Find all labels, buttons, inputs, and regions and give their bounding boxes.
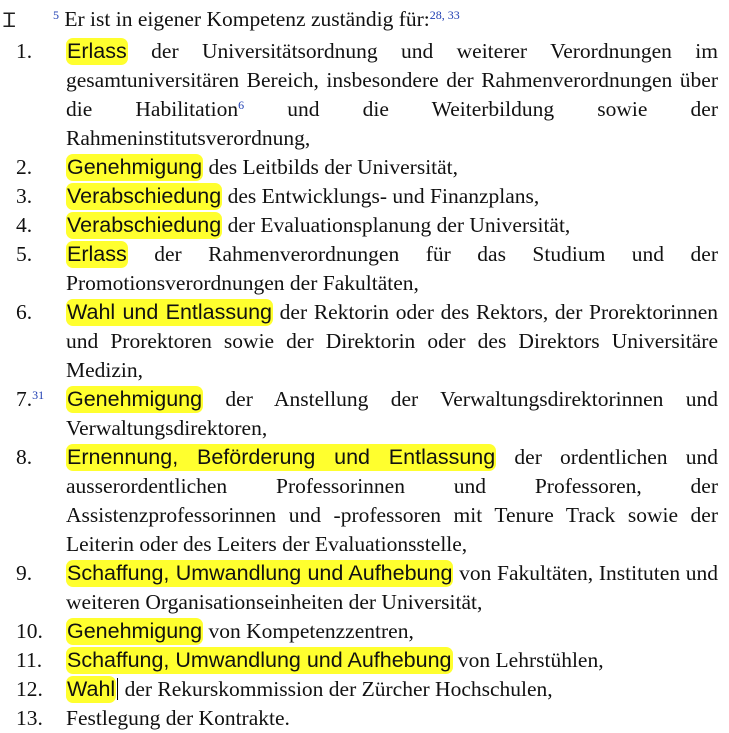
footnote-ref[interactable]: 31: [32, 388, 45, 402]
list-item-body: Festlegung der Kontrakte.: [66, 706, 290, 730]
list-item-text: [66, 675, 718, 704]
paragraph-intro: [53, 6, 460, 32]
text-cursor-icon: Ꮖ: [3, 8, 17, 32]
list-item: [0, 240, 729, 298]
competence-list: [0, 37, 729, 733]
highlighted-term: Verabschiedung: [67, 213, 222, 237]
list-item-body: der Rahmenverordnungen für das Studium und der Promotionsverordnungen der Fakultäten,: [66, 242, 718, 295]
highlighted-term: Wahl: [67, 677, 116, 701]
list-item-number: 11.: [16, 648, 43, 672]
list-item-text: [66, 704, 718, 733]
list-item-text: [66, 443, 718, 559]
list-item-text: [66, 153, 718, 182]
list-item: [0, 646, 729, 675]
highlighted-term: Erlass: [67, 242, 127, 266]
intro-footnote-refs[interactable]: 28, 33: [429, 8, 460, 22]
list-item-number: 5.: [16, 242, 33, 266]
list-item-number: 2.: [16, 155, 33, 179]
highlighted-term: Genehmigung: [67, 619, 203, 643]
list-item: [0, 559, 729, 617]
highlighted-term: Genehmigung: [67, 387, 203, 411]
list-item-number: 9.: [16, 561, 33, 585]
list-item: [0, 182, 729, 211]
highlighted-term: Erlass: [67, 39, 127, 63]
list-item-text: [66, 211, 718, 240]
list-item-body: von Fakultäten, Instituten und weiteren Organisationseinheiten der Universität,: [66, 561, 719, 614]
highlighted-term: Verabschiedung: [67, 184, 222, 208]
list-item-text: [66, 646, 718, 675]
list-item-number: 3.: [16, 184, 33, 208]
list-item: [0, 211, 729, 240]
list-item-text: [66, 385, 718, 443]
list-item-text: [66, 617, 718, 646]
list-item: [0, 675, 729, 704]
list-item: [0, 37, 729, 153]
footnote-ref[interactable]: 6: [238, 98, 245, 112]
list-item-text: [66, 298, 718, 385]
list-item: [0, 385, 729, 443]
list-item-body: des Leitbilds der Universität,: [203, 155, 459, 179]
list-item-body: der Rektorin oder des Rektors, der Prorektorinnen und Prorektoren sowie der Direktorin oder des Direktors Universitäre Medizin,: [66, 300, 718, 382]
highlighted-term: Schaffung, Umwandlung und Aufhebung: [67, 561, 453, 585]
highlighted-term: Wahl und Entlassung: [67, 300, 272, 324]
highlighted-term: Schaffung, Umwandlung und Aufhebung: [67, 648, 452, 672]
list-item-body: der Anstellung der Verwaltungsdirektorinnen und Verwaltungsdirektoren,: [66, 387, 718, 440]
list-item-text: [66, 37, 718, 153]
intro-text: Er ist in eigener Kompetenz zuständig für:: [64, 7, 430, 31]
list-item-number: 8.: [16, 445, 33, 469]
list-item-body: von Lehrstühlen,: [452, 648, 604, 672]
list-item-body: des Entwicklungs- und Finanzplans,: [222, 184, 540, 208]
list-item-number: 4.: [16, 213, 33, 237]
list-item-body: und die Weiterbildung sowie der Rahmeninstitutsverordnung,: [66, 97, 718, 150]
list-item-number: 6.: [16, 300, 33, 324]
paragraph-number: 5: [53, 8, 59, 22]
list-item-number: 12.: [16, 677, 43, 701]
list-item-number: 1.: [16, 39, 33, 63]
list-item-number: 7.31: [16, 387, 45, 411]
list-item-body: der Evaluationsplanung der Universität,: [222, 213, 571, 237]
list-item: [0, 617, 729, 646]
list-item-text: [66, 559, 718, 617]
list-item-text: [66, 240, 718, 298]
list-item-number: 10.: [16, 619, 43, 643]
highlighted-term: Ernennung, Beförderung und Entlassung: [67, 445, 496, 469]
list-item: [0, 443, 729, 559]
list-item-number: 13.: [16, 706, 43, 730]
list-item: [0, 153, 729, 182]
list-item: [0, 704, 729, 733]
list-item-body: von Kompetenzzentren,: [203, 619, 414, 643]
list-item-text: [66, 182, 718, 211]
list-item: [0, 298, 729, 385]
list-item-body: der Universitätsordnung und weiterer Verordnungen im gesamtuniversitären Bereich, insbesondere der Rahmenverordnungen über die Habilitation: [66, 39, 718, 121]
highlighted-term: Genehmigung: [67, 155, 203, 179]
list-item-body: der ordentlichen und ausserordentlichen Professorinnen und Professoren, der Assistenzprofessorinnen und -professoren mit Tenure Track sowie der Leiterin oder des Leiters der Evaluationsstelle,: [66, 445, 718, 556]
list-item-body: der Rekurskommission der Zürcher Hochschulen,: [119, 677, 553, 701]
